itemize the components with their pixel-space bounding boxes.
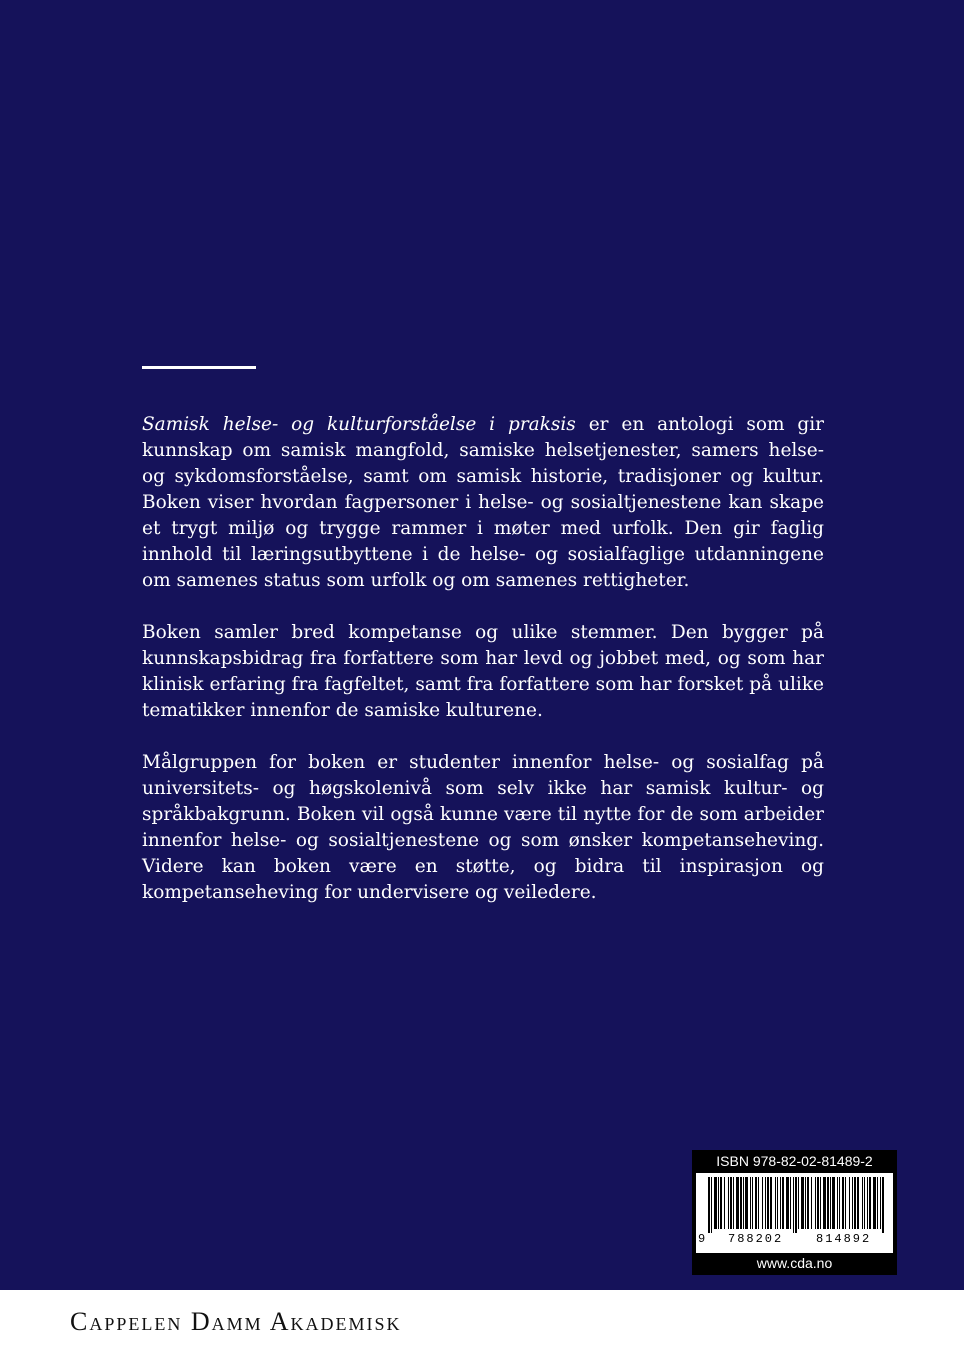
barcode-digits-left: 788202 bbox=[728, 1232, 784, 1246]
barcode-bar bbox=[832, 1177, 835, 1229]
barcode-bar bbox=[724, 1177, 725, 1229]
blurb-paragraph-3: Målgruppen for boken er studenter innenfor helse- og sosialfag på universitets- og høgskolenivå som selv ikke har samisk kultur- og språkbakgrunn. Boken vil også kunne være til nytte for de som arbeider innenfor helse- og sosialtjenestene og som ønsker kompetanseheving. Videre kan boken være en støtte, og bidra til inspirasjon og kompetanseheving for undervisere og veiledere. bbox=[142, 752, 824, 903]
barcode-bar bbox=[755, 1177, 757, 1229]
barcode-bar bbox=[733, 1177, 734, 1229]
barcode-bar bbox=[815, 1177, 816, 1229]
barcode-bar bbox=[780, 1177, 781, 1229]
barcode-bar bbox=[793, 1177, 794, 1233]
blurb-paragraph-1 bbox=[142, 412, 824, 594]
barcode-bar bbox=[762, 1177, 763, 1229]
barcode-bar bbox=[849, 1177, 850, 1229]
barcode-bars bbox=[696, 1173, 893, 1233]
barcode-bar bbox=[708, 1177, 710, 1233]
barcode-bar bbox=[827, 1177, 829, 1229]
barcode-bar bbox=[750, 1177, 751, 1229]
barcode-bar bbox=[873, 1177, 876, 1229]
barcode-bar bbox=[805, 1177, 806, 1229]
barcode-bar bbox=[743, 1177, 744, 1229]
barcode-digits bbox=[696, 1232, 893, 1250]
barcode-bar bbox=[790, 1177, 791, 1229]
publisher-logo: Cappelen Damm Akademisk bbox=[70, 1307, 402, 1336]
blurb-text bbox=[142, 412, 824, 932]
barcode-bar bbox=[740, 1177, 742, 1229]
barcode-bar bbox=[869, 1177, 871, 1229]
barcode-bar bbox=[837, 1177, 838, 1229]
barcode-bar bbox=[877, 1177, 878, 1229]
barcode-bar bbox=[823, 1177, 826, 1229]
barcode-bar bbox=[807, 1177, 809, 1229]
barcode-bar bbox=[714, 1177, 717, 1229]
barcode-bar bbox=[864, 1177, 865, 1229]
publisher-url: www.cda.no bbox=[756, 1255, 833, 1271]
barcode-bar bbox=[770, 1177, 772, 1229]
barcode-bar bbox=[852, 1177, 853, 1229]
barcode-bar bbox=[854, 1177, 856, 1229]
barcode-bar bbox=[880, 1177, 881, 1229]
barcode-bar bbox=[882, 1177, 884, 1233]
barcode-digits-right: 814892 bbox=[816, 1232, 872, 1246]
barcode-bar bbox=[711, 1177, 712, 1233]
barcode-bar bbox=[857, 1177, 859, 1229]
barcode-bar bbox=[765, 1177, 766, 1229]
barcode-bar bbox=[782, 1177, 784, 1229]
barcode-bar bbox=[777, 1177, 778, 1229]
barcode-bar bbox=[811, 1177, 812, 1229]
blurb-paragraph-1-text: er en antologi som gir kunnskap om samisk mangfold, samiske helsetjenester, samers helse- og sykdomsforståelse, samt om samisk historie, tradisjoner og kultur. Boken viser hvordan fagpersoner i helse- og sosialtjenestene kan skape et trygt miljø og trygge rammer i møter med urfolk. Den gir faglig innhold til læringsutbyttene i de helse- og sosialfaglige utdanningene om samenes status som urfolk og om samenes rettigheter. bbox=[142, 414, 824, 591]
barcode-bar bbox=[862, 1177, 863, 1229]
barcode-bar bbox=[830, 1177, 831, 1229]
isbn-label: ISBN 978-82-02-81489-2 bbox=[716, 1153, 873, 1169]
barcode-bar bbox=[730, 1177, 732, 1229]
barcode-bar bbox=[745, 1177, 748, 1229]
barcode-bar bbox=[718, 1177, 719, 1229]
barcode-bar bbox=[798, 1177, 799, 1229]
barcode-bar bbox=[786, 1177, 789, 1229]
blurb-paragraph-2: Boken samler bred kompetanse og ulike stemmer. Den bygger på kunnskapsbidrag fra forfattere som har levd og jobbet med, og som har klinisk erfaring fra fagfeltet, samt fra forfattere som har forsket på ulike tematikker innenfor de samiske kulturene. bbox=[142, 622, 824, 721]
book-title-italic: Samisk helse- og kulturforståelse i praksis bbox=[142, 414, 576, 435]
barcode-bar bbox=[867, 1177, 868, 1229]
barcode-bar bbox=[820, 1177, 821, 1229]
isbn-barcode-box bbox=[692, 1150, 897, 1275]
barcode-bar bbox=[839, 1177, 840, 1229]
barcode-bar bbox=[720, 1177, 722, 1229]
barcode-bar bbox=[758, 1177, 759, 1229]
barcode-bar bbox=[795, 1177, 797, 1233]
barcode-bar bbox=[752, 1177, 753, 1229]
barcode-digit-first: 9 bbox=[698, 1232, 706, 1246]
decorative-rule bbox=[142, 366, 256, 369]
barcode-bar bbox=[842, 1177, 844, 1229]
barcode-bar bbox=[817, 1177, 819, 1229]
barcode-bar bbox=[767, 1177, 769, 1229]
barcode-bar bbox=[801, 1177, 804, 1229]
barcode-bar bbox=[736, 1177, 739, 1229]
barcode-bar bbox=[845, 1177, 846, 1229]
barcode bbox=[696, 1173, 893, 1253]
barcode-bar bbox=[728, 1177, 729, 1229]
barcode-bar bbox=[775, 1177, 776, 1229]
